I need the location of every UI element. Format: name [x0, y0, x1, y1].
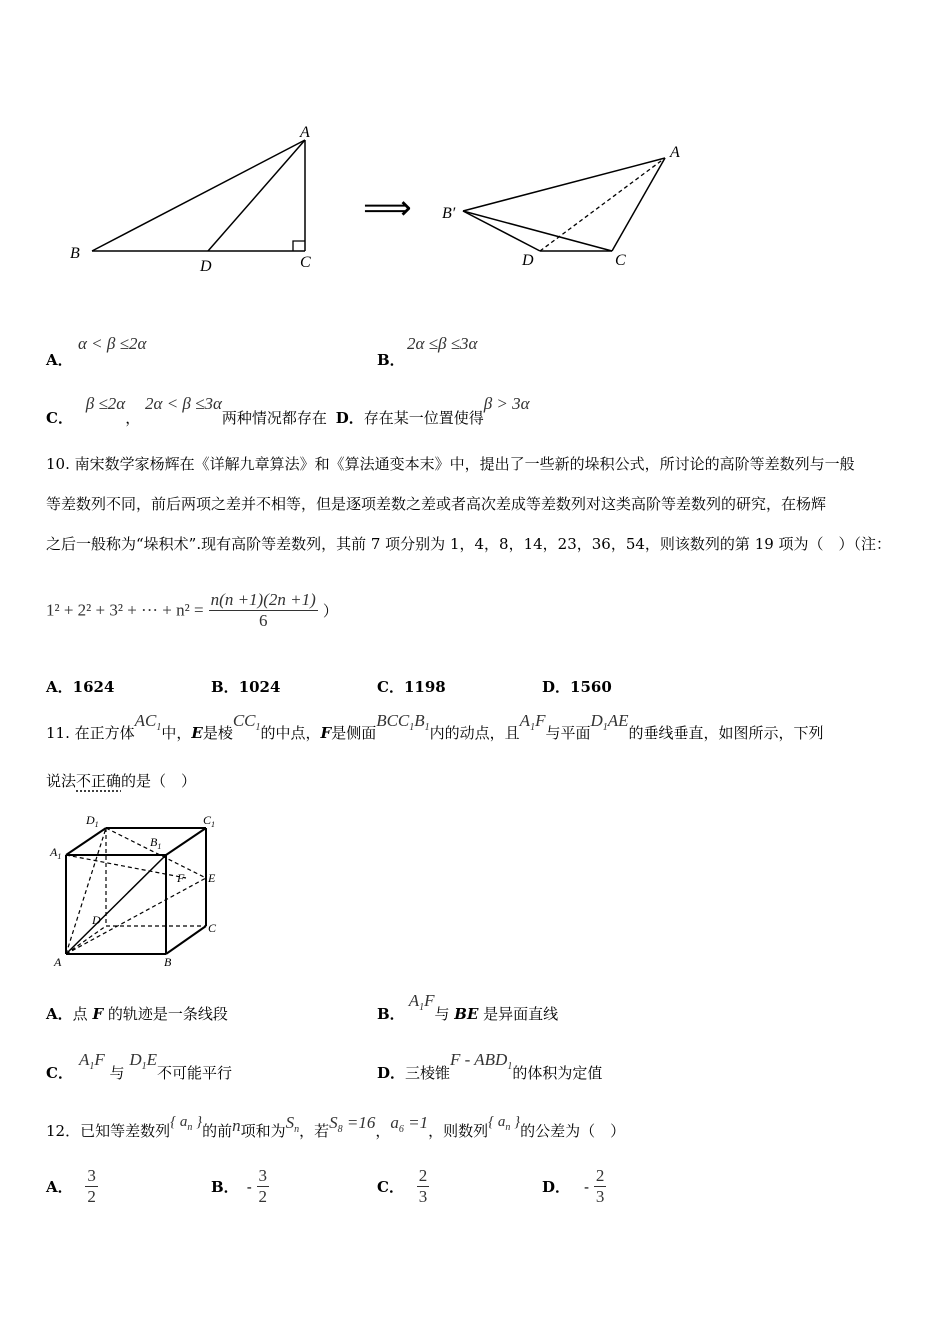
q9-option-D-text: 存在某一位置使得	[363, 409, 484, 427]
label-B1: $B_1$	[150, 835, 162, 851]
label-D: D	[92, 913, 101, 927]
q9-option-C-sep: ，	[125, 409, 141, 427]
q11-emphasis-not-correct: 不正确	[76, 772, 122, 790]
label-A: A	[54, 955, 62, 969]
edge-B1C1	[166, 828, 206, 855]
segment-A1F	[66, 855, 186, 878]
label-D-right: D	[522, 252, 534, 269]
q10-option-B: B．1024	[211, 678, 281, 696]
label-C-left: C	[300, 254, 311, 271]
segment-CA	[612, 158, 665, 251]
label-B-right: B′	[442, 205, 456, 222]
label-C: C	[208, 921, 217, 935]
segment-B'C	[463, 211, 612, 251]
q9-option-D-expr: β > 3α	[483, 394, 530, 413]
q10-option-B-value: 1024	[238, 678, 281, 696]
q12-option-B: B． - $\frac{3}{2}$	[211, 1166, 268, 1206]
segment-AB	[92, 140, 305, 251]
label-B-left: B	[70, 245, 80, 262]
q9-option-C-text: 两种情况都存在	[221, 409, 327, 427]
segment-AB1	[66, 855, 166, 954]
q10-option-A: A．1624	[46, 678, 115, 696]
q10-formula-close: ）	[322, 602, 338, 620]
q12-option-C: C． $\frac{2}{3}$	[377, 1166, 428, 1206]
q9-option-C-label: C．	[46, 409, 73, 427]
segment-AE	[66, 878, 206, 954]
label-E: E	[208, 871, 216, 885]
segment-B'A	[463, 158, 665, 211]
q10-line-1: 10. 南宋数学家杨辉在《详解九章算法》和《算法通变本末》中，提出了一些新的垛积公式，所讨论的高阶等差数列与一般	[46, 455, 855, 473]
cube-figure	[46, 808, 236, 973]
q9-option-A-label: A．	[46, 351, 73, 369]
q10-formula-lhs: 1² + 2² + 3² + ··· + n² =	[46, 600, 204, 620]
q10-line-2: 等差数列不同，前后两项之差并不相等，但是逐项差数之差或者高次差成等差数列对这类高阶等差数列的研究，在杨辉	[46, 495, 827, 513]
edge-A1D1	[66, 828, 106, 855]
implies-arrow: ⟹	[363, 190, 412, 227]
label-D1: $D_1$	[86, 813, 99, 829]
q11-stem-line-1: 11. 在正方体$AC_1$中，E是棱$CC_1$的中点，F是侧面$BCC_1B_1$内的动点，且$A_1F$与平面$D_1AE$的垂线垂直，如图所示，下列	[46, 711, 824, 742]
label-B: B	[164, 955, 172, 969]
label-A1: $A_1$	[50, 845, 62, 861]
q9-option-B-expr: 2α ≤β ≤3α	[407, 334, 478, 353]
q11-stem-line-2: 说法不正确的是（ ）	[46, 772, 197, 790]
q9-option-C	[46, 394, 530, 428]
q10-option-D-value: 1560	[570, 678, 612, 696]
edge-AD-hidden	[66, 926, 106, 954]
segment-DA-dashed	[540, 158, 665, 251]
q9-option-B-label: B．	[377, 351, 405, 369]
q10-formula-numerator: n(n +1)(2n +1)	[210, 590, 316, 609]
q10-option-C: C．1198	[377, 678, 446, 696]
q12-option-D: D． - $\frac{2}{3}$	[542, 1166, 605, 1206]
q10-stem	[46, 444, 916, 564]
label-C1: $C_1$	[203, 813, 216, 829]
q12-stem: 12．已知等差数列{ $a_n$ }的前n项和为$S_n$，若$S_8 =16$，$a_6 =1$，则数列{ $a_n$ }的公差为（ ）	[46, 1113, 626, 1140]
segment-B'D	[463, 211, 540, 251]
label-C-right: C	[615, 252, 626, 269]
q11-option-D: D．三棱锥F - $ABD_1$的体积为定值	[377, 1050, 603, 1082]
q9-option-A-expr: α < β ≤2α	[78, 334, 147, 353]
segment-AD	[208, 140, 305, 251]
label-F: F	[177, 871, 185, 885]
q10-line-3: 之后一般称为“垛积术”.现有高阶等差数列，其前 7 项分别为 1，4，8，14，23，36，54，则该数列的第 19 项为（ ）（注：	[46, 535, 892, 553]
label-A-right: A	[670, 144, 680, 161]
folding-triangle-figure	[60, 115, 710, 280]
q10-formula-fraction	[209, 590, 318, 631]
right-angle-mark	[293, 241, 305, 251]
q9-option-C-expr2: 2α < β ≤3α	[145, 394, 222, 413]
q9-option-C-expr1: β ≤2α	[85, 394, 126, 413]
q11-option-B: B．$A_1F$与 BE 是异面直线	[377, 991, 559, 1023]
q11-option-A: A．点 F 的轨迹是一条线段	[46, 1005, 228, 1023]
q10-option-C-value: 1198	[403, 678, 446, 696]
q12-option-A: A． $\frac{3}{2}$	[46, 1166, 96, 1206]
q11-option-C: C．$A_1F$ 与 $D_1E$不可能平行	[46, 1050, 232, 1082]
q10-option-A-value: 1624	[72, 678, 115, 696]
q10-formula-denominator: 6	[258, 611, 268, 630]
label-D-left: D	[200, 258, 212, 275]
q10-option-D: D．1560	[542, 678, 612, 696]
q10-formula	[46, 590, 338, 631]
label-A-left: A	[300, 124, 310, 141]
q9-option-D-label: D．	[335, 409, 364, 427]
edge-BC	[166, 926, 206, 954]
